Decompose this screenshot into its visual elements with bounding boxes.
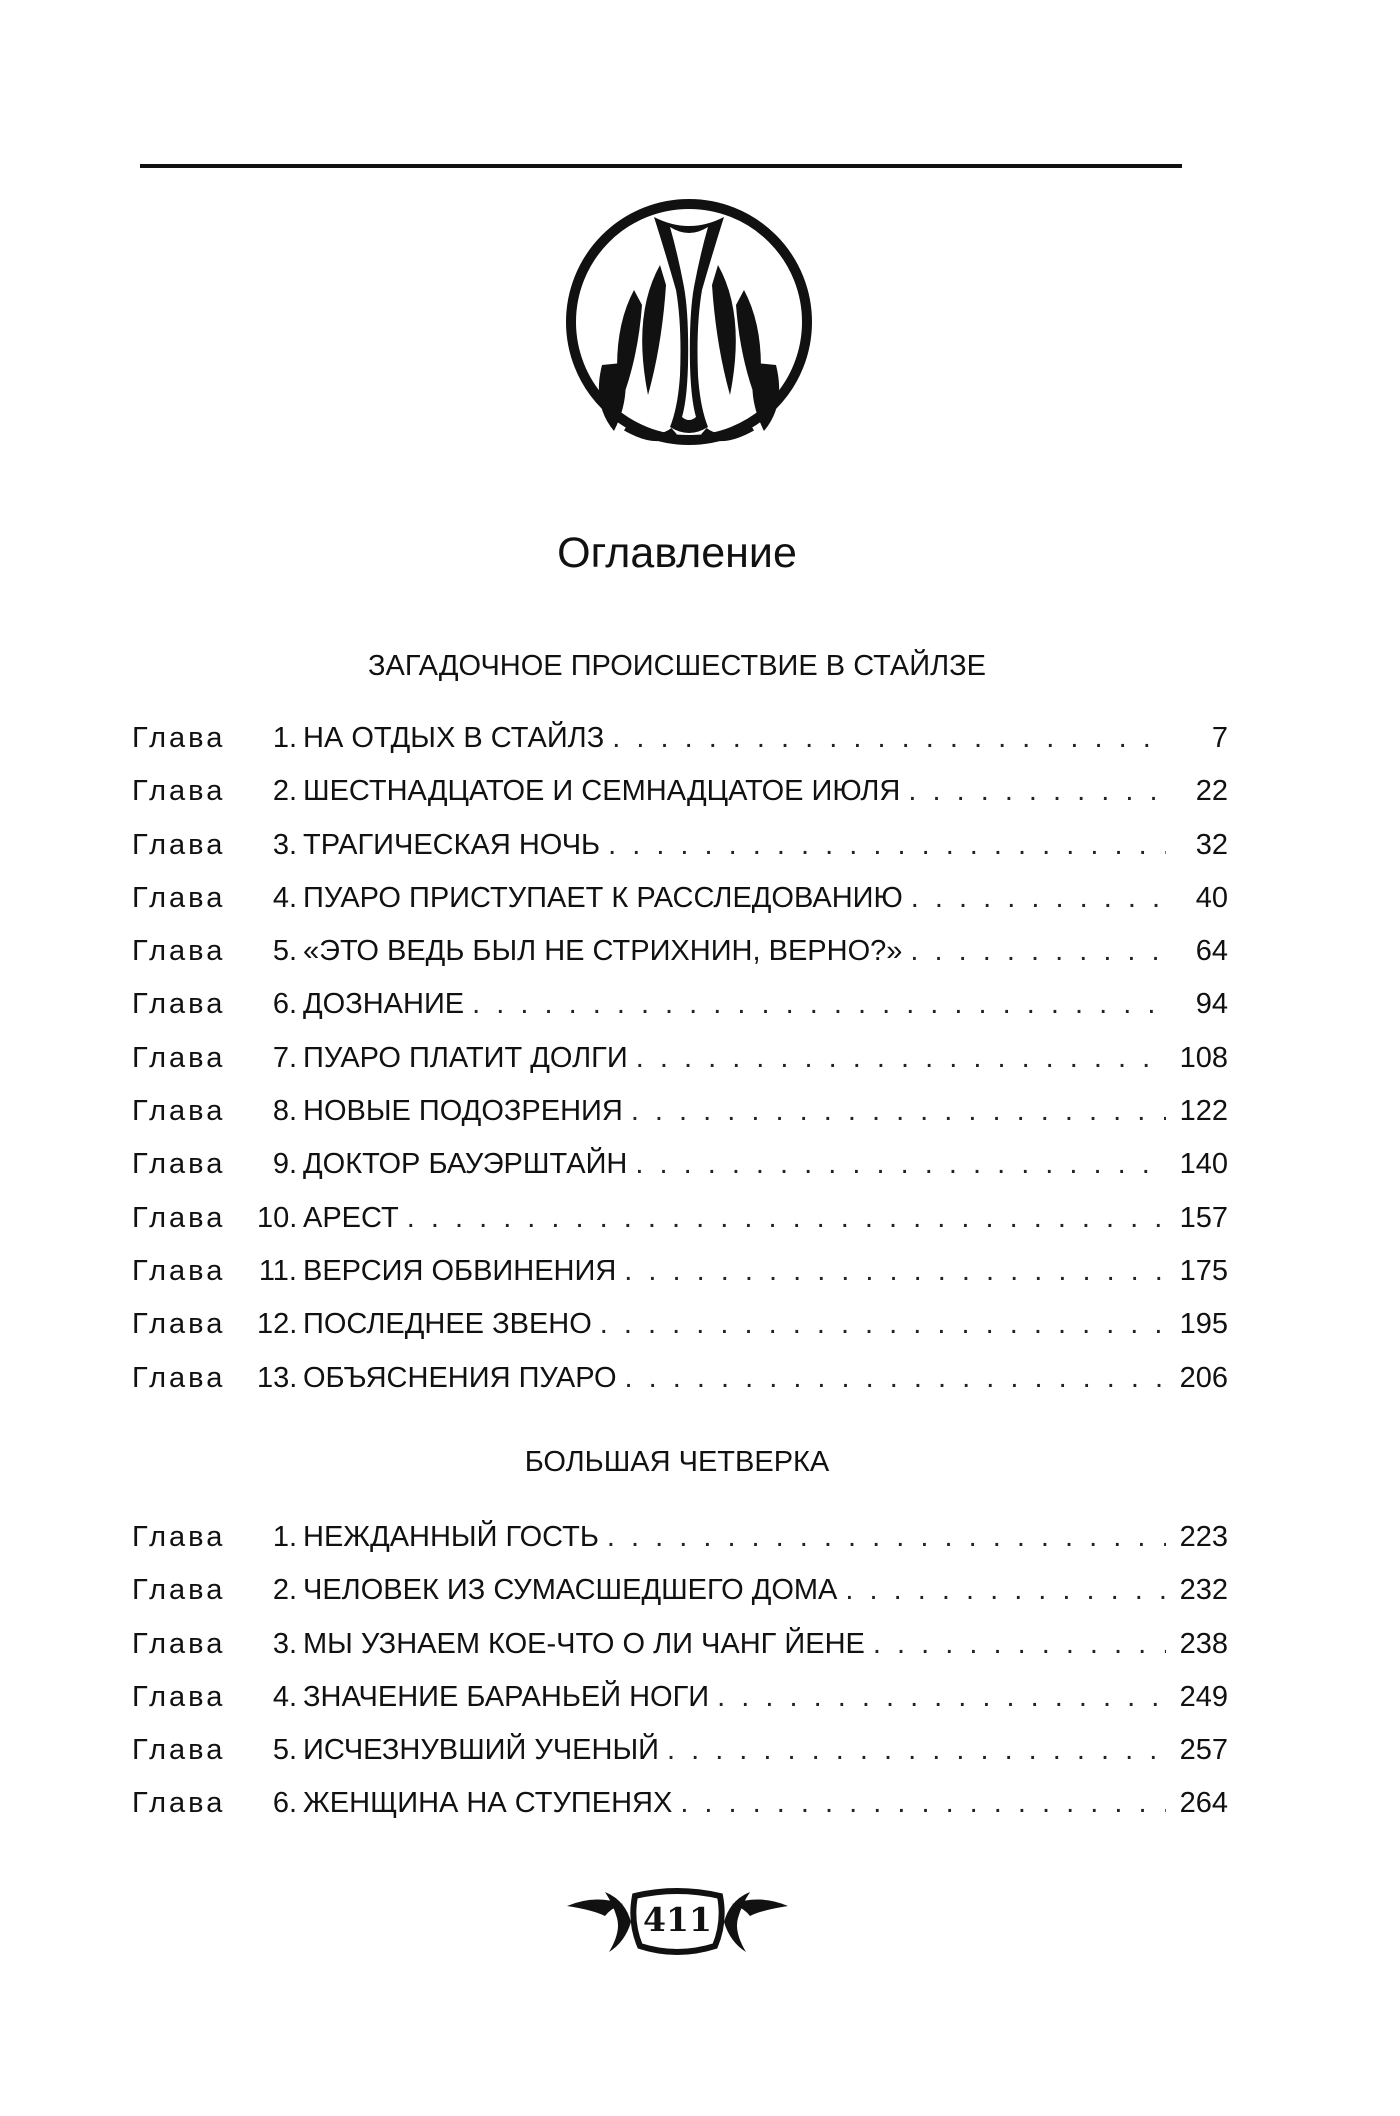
dot-leader [845, 1570, 1166, 1610]
chapter-number: 9. [272, 1148, 297, 1181]
chapter-word: Глава [132, 722, 226, 754]
chapter-word: Глава [132, 1201, 226, 1234]
chapter-title: ЗНАЧЕНИЕ БАРАНЬЕЙ НОГИ [303, 1680, 710, 1713]
chapter-number: 8. [272, 1095, 297, 1128]
dot-leader [680, 1783, 1166, 1823]
dot-leader [908, 771, 1166, 811]
chapter-word: Глава [132, 828, 226, 861]
chapter-number: 1. [272, 1521, 297, 1553]
chapter-title: ШЕСТНАДЦАТОЕ И СЕМНАДЦАТОЕ ИЮЛЯ [303, 775, 901, 808]
publisher-emblem-icon [562, 195, 816, 449]
dot-leader [631, 1091, 1166, 1131]
chapter-title: ЧЕЛОВЕК ИЗ СУМАСШЕДШЕГО ДОМА [303, 1574, 838, 1607]
dot-leader [607, 1517, 1166, 1557]
chapter-word: Глава [132, 1361, 226, 1394]
chapter-number: 6. [272, 988, 297, 1021]
chapter-title: «ЭТО ВЕДЬ БЫЛ НЕ СТРИХНИН, ВЕРНО?» [303, 935, 903, 968]
dot-leader [910, 931, 1166, 971]
chapter-word: Глава [132, 1734, 226, 1767]
page-number: 108 [1179, 1041, 1228, 1074]
chapter-number: 13. [257, 1361, 298, 1394]
dot-leader [625, 1358, 1166, 1398]
toc-entry [132, 1570, 1228, 1623]
page-number: 264 [1179, 1787, 1228, 1820]
page-number: 206 [1179, 1361, 1228, 1394]
page-number: 64 [1195, 935, 1228, 968]
toc-entry [132, 984, 1228, 1037]
toc-entry [132, 878, 1228, 931]
page-number: 40 [1195, 881, 1228, 914]
section-heading-2: БОЛЬШАЯ ЧЕТВЕРКА [524, 1446, 830, 1478]
page-number: 22 [1195, 775, 1228, 808]
toc-entry [132, 718, 1228, 771]
page-number: 175 [1179, 1254, 1228, 1287]
toc-entry [132, 1517, 1228, 1570]
chapter-title: ЖЕНЩИНА НА СТУПЕНЯХ [303, 1787, 673, 1820]
chapter-word: Глава [132, 881, 226, 914]
chapter-title: ИСЧЕЗНУВШИЙ УЧЕНЫЙ [303, 1734, 659, 1767]
dot-leader [667, 1730, 1166, 1770]
dot-leader [624, 1251, 1166, 1291]
toc-entry [132, 1783, 1228, 1836]
page-number: 94 [1195, 988, 1228, 1021]
page-number: 157 [1179, 1201, 1228, 1234]
page-number: 140 [1179, 1148, 1228, 1181]
toc-entry [132, 1677, 1228, 1730]
chapter-number: 4. [272, 881, 297, 914]
chapter-number: 12. [257, 1308, 298, 1341]
chapter-title: ДОКТОР БАУЭРШТАЙН [303, 1148, 628, 1181]
chapter-word: Глава [132, 1787, 226, 1820]
toc-entry [132, 771, 1228, 824]
page-number: 7 [1211, 722, 1228, 754]
toc-entry [132, 1358, 1228, 1411]
top-rule [140, 164, 1182, 168]
toc-entry [132, 1251, 1228, 1304]
toc-entry [132, 1091, 1228, 1144]
page-number-label: 411 [643, 1899, 712, 1939]
toc-entry [132, 931, 1228, 984]
chapter-title: ПУАРО ПРИСТУПАЕТ К РАССЛЕДОВАНИЮ [303, 881, 903, 914]
chapter-word: Глава [132, 935, 226, 968]
chapter-word: Глава [132, 1308, 226, 1341]
chapter-word: Глава [132, 1148, 226, 1181]
section-heading-1: ЗАГАДОЧНОЕ ПРОИСШЕСТВИЕ В СТАЙЛЗЕ [367, 650, 987, 682]
chapter-word: Глава [132, 1254, 226, 1287]
chapter-number: 1. [272, 722, 297, 754]
chapter-word: Глава [132, 775, 226, 808]
chapter-title: ТРАГИЧЕСКАЯ НОЧЬ [303, 828, 601, 861]
chapter-title: НА ОТДЫХ В СТАЙЛЗ [303, 722, 605, 754]
dot-leader [612, 718, 1166, 758]
toc-list-2 [132, 1517, 1228, 1837]
chapter-word: Глава [132, 1041, 226, 1074]
chapter-number: 5. [272, 1734, 297, 1767]
chapter-word: Глава [132, 1627, 226, 1660]
toc-entry [132, 1144, 1228, 1197]
page-number: 195 [1179, 1308, 1228, 1341]
page-title: Оглавление [557, 529, 797, 577]
dot-leader [472, 984, 1166, 1024]
dot-leader [407, 1198, 1166, 1238]
toc-entry [132, 1624, 1228, 1677]
dot-leader [608, 825, 1166, 865]
chapter-title: ПОСЛЕДНЕЕ ЗВЕНО [303, 1308, 592, 1341]
chapter-title: ДОЗНАНИЕ [303, 988, 465, 1021]
page-number: 238 [1179, 1627, 1228, 1660]
chapter-title: ВЕРСИЯ ОБВИНЕНИЯ [303, 1254, 617, 1287]
page-number: 249 [1179, 1680, 1228, 1713]
chapter-word: Глава [132, 1521, 226, 1553]
toc-entry [132, 1038, 1228, 1091]
page-number: 122 [1179, 1095, 1228, 1128]
chapter-word: Глава [132, 1095, 226, 1128]
toc-entry [132, 1304, 1228, 1357]
toc-entry [132, 825, 1228, 878]
chapter-title: МЫ УЗНАЕМ КОЕ-ЧТО О ЛИ ЧАНГ ЙЕНЕ [303, 1627, 865, 1660]
chapter-title: НЕЖДАННЫЙ ГОСТЬ [303, 1521, 599, 1553]
toc-entry [132, 1730, 1228, 1783]
chapter-number: 10. [257, 1201, 298, 1234]
chapter-word: Глава [132, 988, 226, 1021]
dot-leader [911, 878, 1166, 918]
page-number: 32 [1195, 828, 1228, 861]
page-number: 232 [1179, 1574, 1228, 1607]
toc-entry [132, 1198, 1228, 1251]
chapter-title: ОБЪЯСНЕНИЯ ПУАРО [303, 1361, 617, 1394]
chapter-number: 5. [272, 935, 297, 968]
chapter-number: 4. [272, 1680, 297, 1713]
chapter-title: ПУАРО ПЛАТИТ ДОЛГИ [303, 1041, 628, 1074]
page-number: 223 [1179, 1521, 1228, 1553]
chapter-number: 7. [272, 1041, 297, 1074]
dot-leader [600, 1304, 1166, 1344]
toc-list-1 [132, 718, 1228, 1411]
chapter-number: 2. [272, 775, 297, 808]
chapter-number: 2. [272, 1574, 297, 1607]
page-number: 257 [1179, 1734, 1228, 1767]
dot-leader [717, 1677, 1166, 1717]
chapter-word: Глава [132, 1680, 226, 1713]
dot-leader [873, 1624, 1166, 1664]
chapter-word: Глава [132, 1574, 226, 1607]
dot-leader [636, 1038, 1166, 1078]
chapter-number: 11. [258, 1254, 297, 1287]
chapter-number: 3. [272, 828, 297, 861]
chapter-number: 6. [272, 1787, 297, 1820]
chapter-title: АРЕСТ [303, 1201, 399, 1234]
dot-leader [635, 1144, 1166, 1184]
chapter-number: 3. [272, 1627, 297, 1660]
page-folio [565, 1872, 790, 1962]
chapter-title: НОВЫЕ ПОДОЗРЕНИЯ [303, 1095, 623, 1128]
